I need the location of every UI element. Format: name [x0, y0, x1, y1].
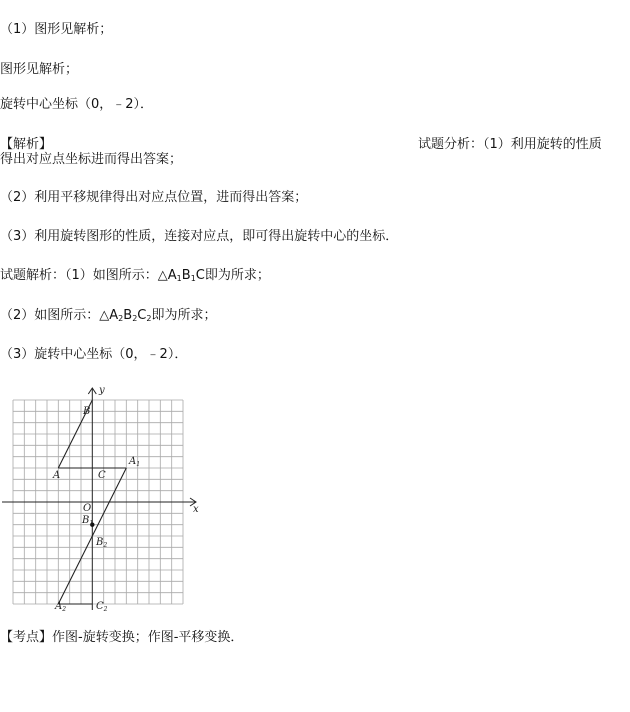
label-A2: $A_2$: [55, 601, 67, 612]
analysis-intro-cont: 得出对应点坐标进而得出答案；: [0, 152, 183, 167]
origin-label: O: [83, 503, 92, 514]
label-B1: $B_1$: [82, 515, 94, 527]
axis-y-label: y: [99, 385, 105, 396]
solution-step3: （3）旋转中心坐标（0，﹣2）．: [0, 347, 188, 362]
label-B2: $B_2$: [96, 537, 108, 549]
analysis-step3: （3）利用旋转图形的性质，连接对应点，即可得出旋转中心的坐标．: [0, 229, 399, 244]
solution-step2: （2）如图所示：$\triangle A_2B_2C_2$即为所求；: [0, 308, 217, 323]
analysis-heading: 【解析】: [0, 137, 53, 152]
label-C: C: [98, 470, 106, 481]
axis-x-label: x: [193, 504, 199, 515]
label-A: A: [53, 470, 61, 481]
axes: [2, 388, 196, 610]
label-C2: $C_2$: [96, 601, 108, 612]
answer-part3: 旋转中心坐标（0，﹣2）．: [0, 97, 154, 112]
label-B: B: [83, 406, 91, 417]
knowledge-point: [0, 630, 243, 646]
answer-part1: （1）图形见解析；: [0, 22, 113, 37]
knowledge-text: 作图-旋转变换；作图-平移变换．: [52, 630, 244, 645]
answer-part2: 图形见解析；: [0, 62, 79, 77]
solution-step1: 试题解析：（1）如图所示：$\triangle A_1B_1C$即为所求；: [0, 268, 270, 283]
analysis-step2: （2）利用平移规律得出对应点位置，进而得出答案；: [0, 190, 308, 205]
knowledge-heading: 【考点】: [0, 630, 53, 645]
label-A1: $A_1$: [129, 456, 141, 468]
coordinate-figure: [0, 380, 210, 612]
analysis-intro: 试题分析：（1）利用旋转的性质: [418, 137, 602, 152]
